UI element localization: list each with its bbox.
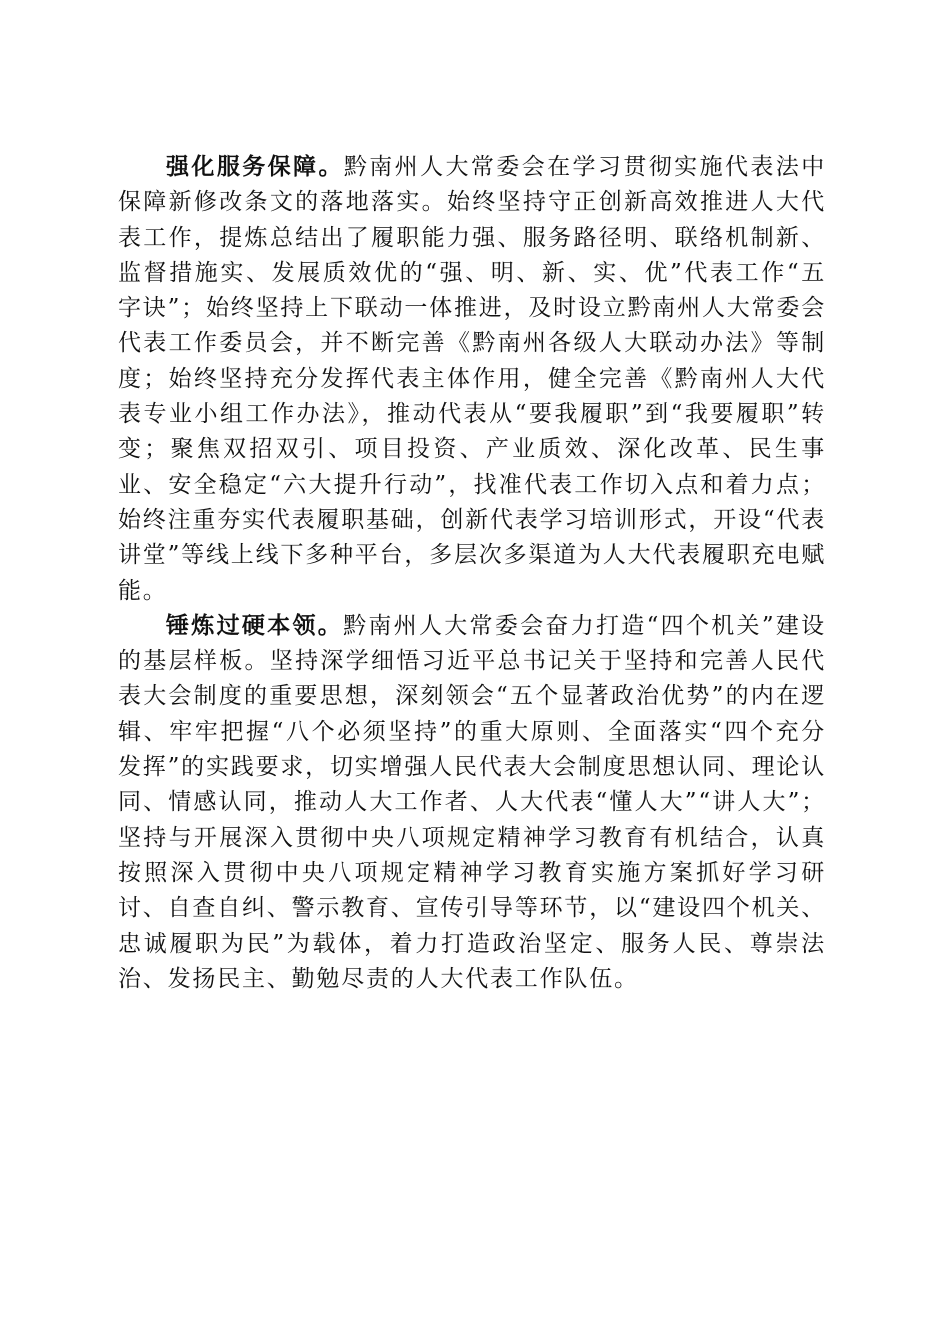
paragraph-body: 黔南州人大常委会奋力打造“四个机关”建设的基层样板。坚持深学细悟习近平总书记关于坚持和完善人民代表大会制度的重要思想，深刻领会“五个显著政治优势”的内在逻辑、牢牢把握“八个必须坚持”的重大原则、全面落实“四个充分发挥”的实践要求，切实增强人民代表大会制度思想认同、理论认同、情感认同，推动人大工作者、人大代表“懂人大”“讲人大”；坚持与开展深入贯彻中央八项规定精神学习教育有机结合，认真按照深入贯彻中央八项规定精神学习教育实施方案抓好学习研讨、自查自纠、警示教育、宣传引导等环节，以“建设四个机关、忠诚履职为民”为载体，着力打造政治坚定、服务人民、尊崇法治、发扬民主、勤勉尽责的人大代表工作队伍。 [118, 612, 826, 992]
paragraph-heading: 锤炼过硬本领。 [166, 612, 344, 639]
paragraph-skill-building [118, 609, 826, 997]
paragraph-body: 黔南州人大常委会在学习贯彻实施代表法中保障新修改条文的落地落实。始终坚持守正创新高效推进人大代表工作，提炼总结出了履职能力强、服务路径明、联络机制新、监督措施实、发展质效优的“强、明、新、实、优”代表工作“五字诀”；始终坚持上下联动一体推进，及时设立黔南州人大常委会代表工作委员会，并不断完善《黔南州各级人大联动办法》等制度；始终坚持充分发挥代表主体作用，健全完善《黔南州人大代表专业小组工作办法》，推动代表从“要我履职”到“我要履职”转变；聚焦双招双引、项目投资、产业质效、深化改革、民生事业、安全稳定“六大提升行动”，找准代表工作切入点和着力点；始终注重夯实代表履职基础，创新代表学习培训形式，开设“代表讲堂”等线上线下多种平台，多层次多渠道为人大代表履职充电赋能。 [118, 154, 826, 604]
paragraph-service-guarantee [118, 150, 826, 609]
paragraph-heading: 强化服务保障。 [166, 154, 344, 180]
document-page [118, 150, 826, 997]
